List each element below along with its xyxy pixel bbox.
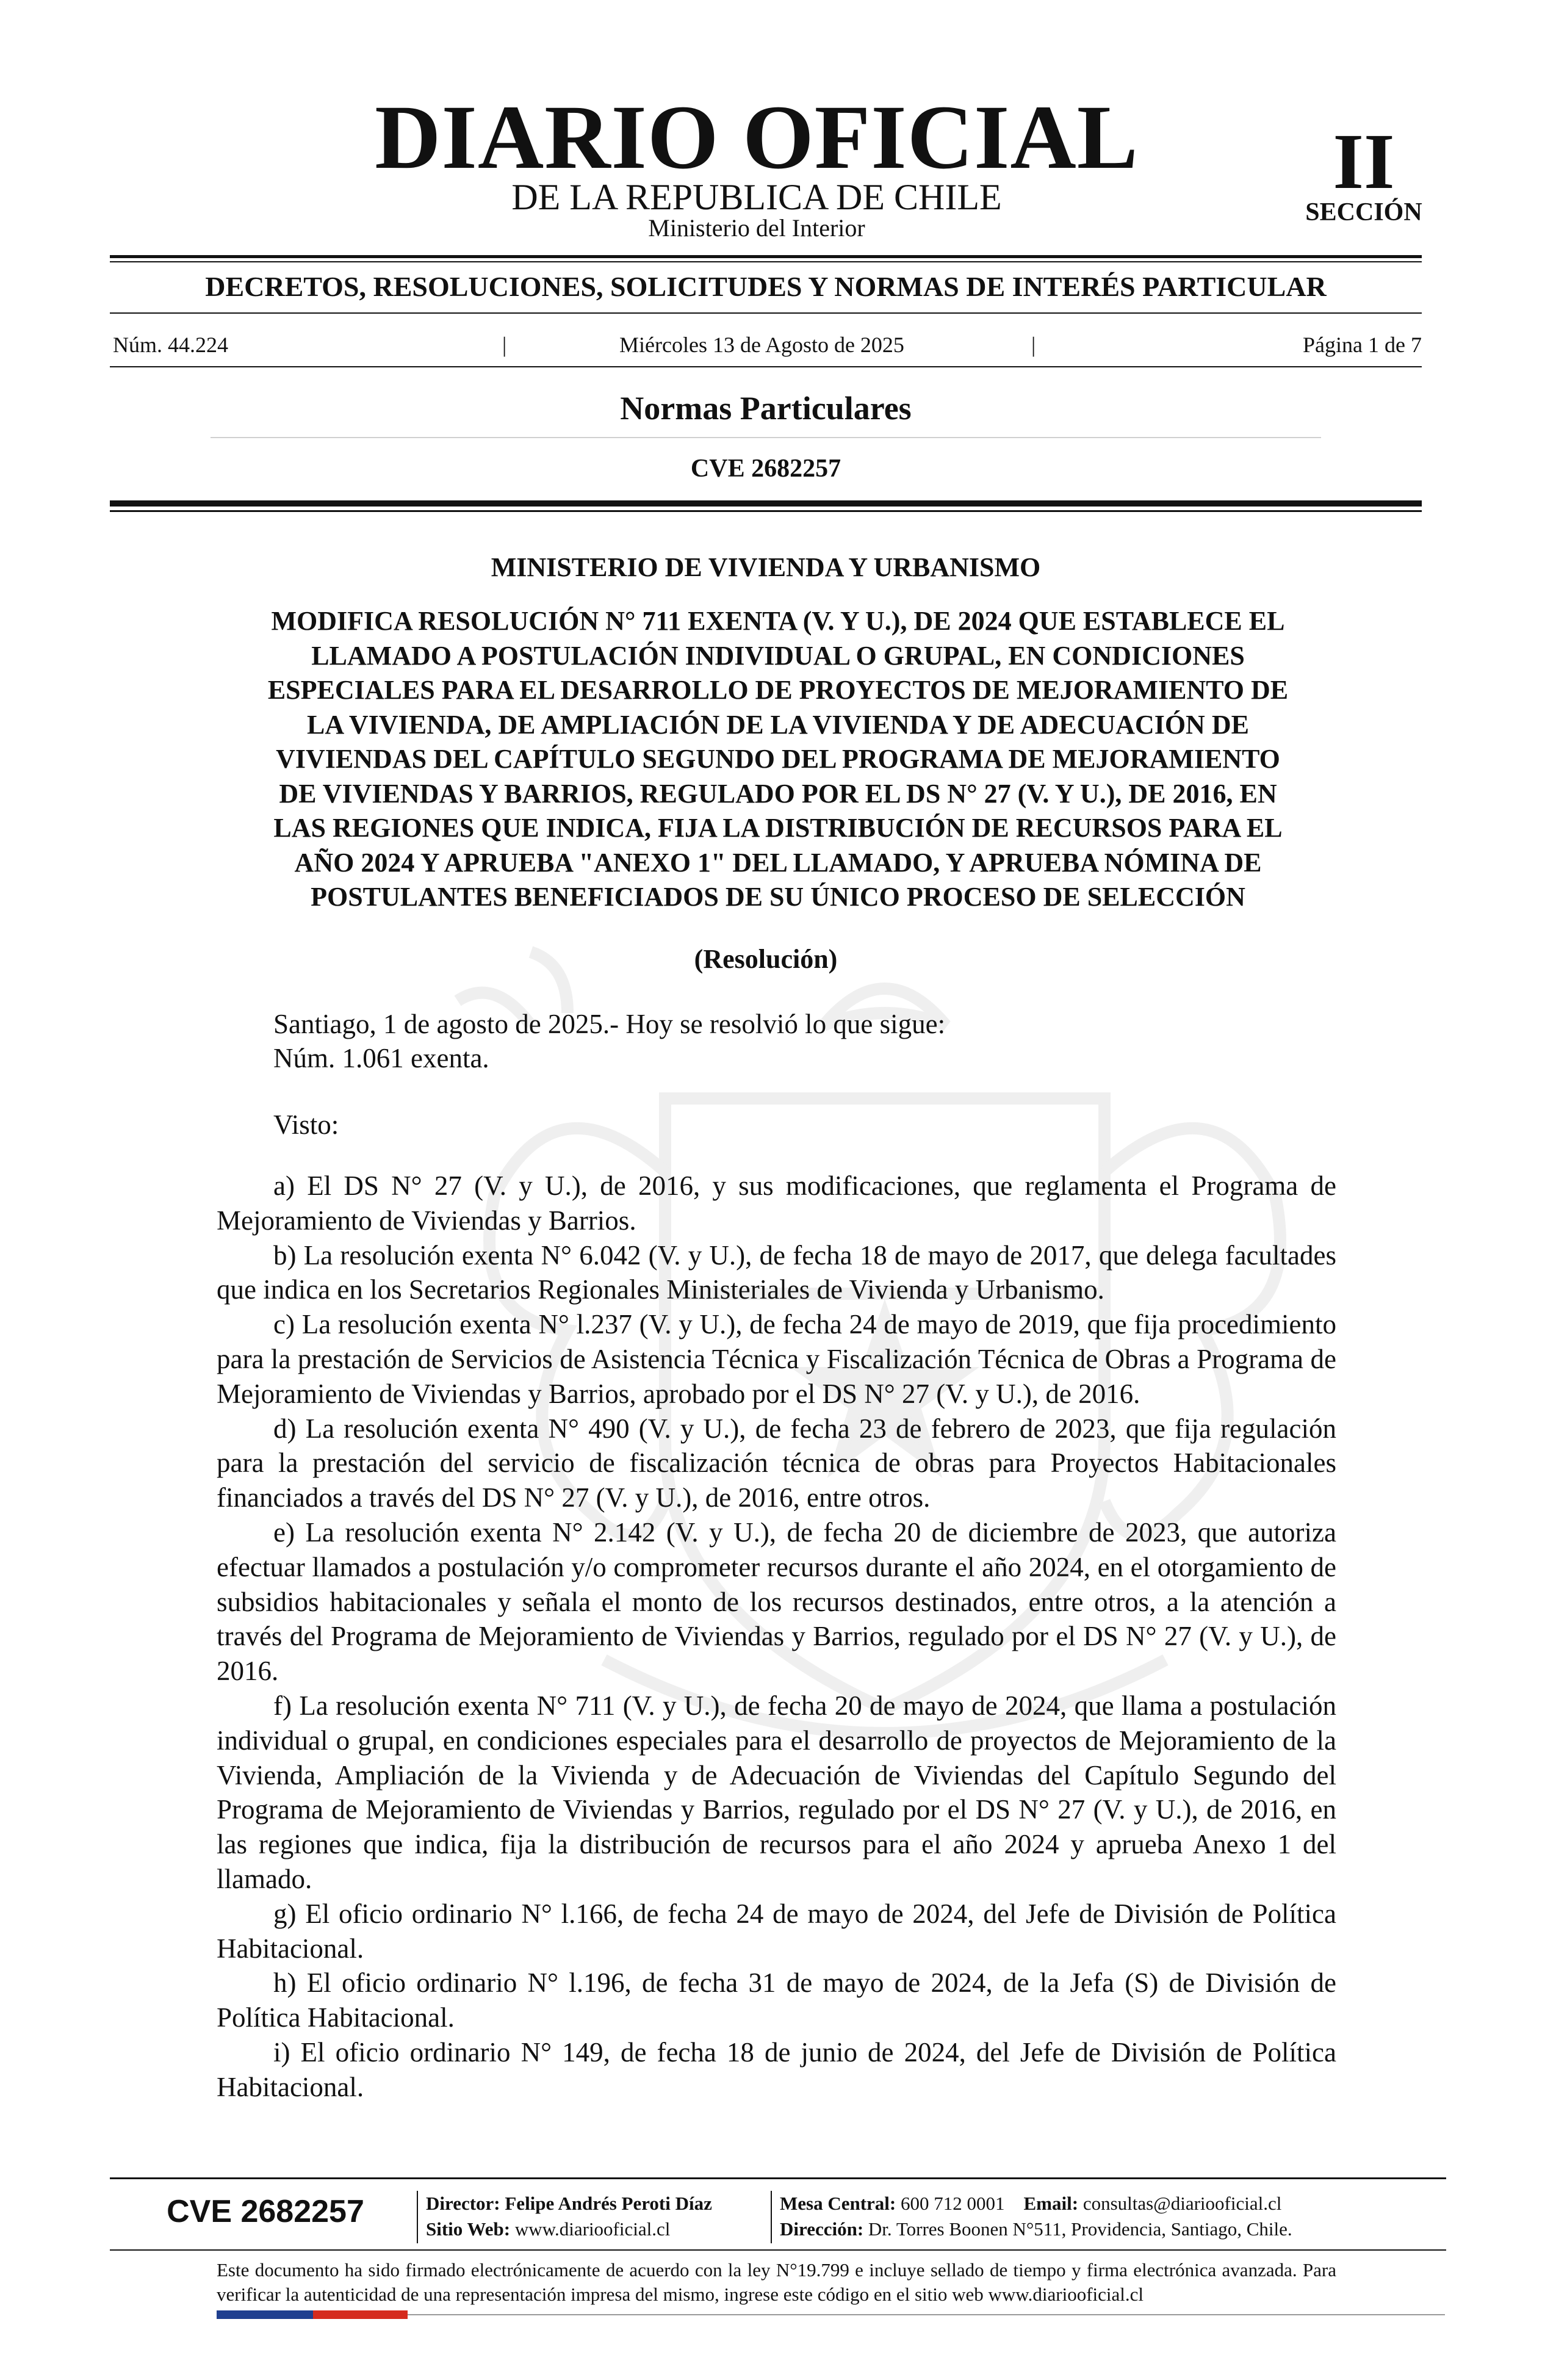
resolution-label: (Resolución): [694, 944, 838, 974]
resolution-title-line: MODIFICA RESOLUCIÓN N° 711 EXENTA (V. Y U.), DE 2024 QUE ESTABLECE EL: [271, 606, 1285, 636]
signature-notice: Este documento ha sido firmado electrónicamente de acuerdo con la ley N°19.799 e incluye sellado de tiempo y firma electrónica avanzada. Para verificar la autenticidad de una representación impresa del mismo, ingrese este código en el sitio web www.diariooficial.cl: [217, 2259, 1336, 2305]
section-numeral: II: [1333, 118, 1395, 206]
page-indicator: Página 1 de 7: [1303, 333, 1422, 357]
issue-number: Núm. 44.224: [113, 333, 228, 357]
footer-contact-block: [780, 2191, 1292, 2242]
masthead-ministry: Ministerio del Interior: [648, 214, 865, 242]
footer-phone: 600 712 0001: [901, 2193, 1005, 2214]
section-label: SECCIÓN: [1305, 198, 1422, 226]
issue-meta-row: [113, 330, 1422, 360]
issue-date: Miércoles 13 de Agosto de 2025: [619, 333, 904, 357]
meta-rule: [110, 366, 1422, 367]
section-title: Normas Particulares: [620, 390, 912, 427]
visto-heading: Visto:: [273, 1109, 339, 1140]
visto-item: e) La resolución exenta N° 2.142 (V. y U.), de fecha 20 de diciembre de 2023, que autoriza efectuar llamados a postulación y/o comprometer recursos durante el año 2024, en el otorgamiento de subsidios habitacionales y señala el monto de los recursos destinados, entre otros, a la atención a través del Programa de Mejoramiento de Viviendas y Barrios, regulado por el DS N° 27 (V. y U.), de 2016.: [217, 1516, 1336, 1687]
header-thin-rule: [110, 510, 1422, 512]
visto-item: g) El oficio ordinario N° l.166, de fecha 24 de mayo de 2024, del Jefe de División de Política Habitacional.: [217, 1898, 1336, 1964]
meta-separator: |: [1031, 333, 1036, 357]
footer-director: [426, 2191, 712, 2216]
footer-director-name: Felipe Andrés Peroti Díaz: [505, 2193, 712, 2214]
visto-item: f) La resolución exenta N° 711 (V. y U.), de fecha 20 de mayo de 2024, que llama a postulación individual o grupal, en condiciones especiales para el desarrollo de proyectos de Mejoramiento de la Vivienda, Ampliación de la Vivienda y de Adecuación de Viviendas del Capítulo Segundo del Programa de Mejoramiento de Viviendas y Barrios, regulado por el DS N° 27 (V. y U.), de 2016, en las regiones que indica, fija la distribución de recursos para el año 2024 y aprueba Anexo 1 del llamado.: [217, 1690, 1336, 1894]
category-banner: DECRETOS, RESOLUCIONES, SOLICITUDES Y NORMAS DE INTERÉS PARTICULAR: [205, 271, 1327, 302]
masthead-rule: [110, 255, 1422, 258]
resolution-title-line: LLAMADO A POSTULACIÓN INDIVIDUAL O GRUPAL, EN CONDICIONES: [311, 640, 1245, 671]
footer-director-label: Director:: [426, 2193, 500, 2214]
footer-website: [426, 2216, 712, 2242]
flag-rule: [408, 2314, 1445, 2315]
resolution-title-line: ESPECIALES PARA EL DESARROLLO DE PROYECTOS DE MEJORAMIENTO DE: [267, 675, 1289, 705]
footer-phone-label: Mesa Central:: [780, 2193, 896, 2214]
footer-separator: [771, 2191, 772, 2243]
cve-code: CVE 2682257: [690, 455, 841, 483]
resolution-title-line: AÑO 2024 Y APRUEBA "ANEXO 1" DEL LLAMADO, Y APRUEBA NÓMINA DE: [294, 847, 1262, 878]
footer-address-label: Dirección:: [780, 2218, 864, 2240]
issuing-ministry: MINISTERIO DE VIVIENDA Y URBANISMO: [491, 552, 1041, 582]
visto-item: b) La resolución exenta N° 6.042 (V. y U.), de fecha 18 de mayo de 2017, que delega facultades que indica en los Secretarios Regionales Ministeriales de Vivienda y Urbanismo.: [217, 1239, 1336, 1305]
masthead-title: DIARIO OFICIAL: [375, 87, 1139, 188]
footer-email[interactable]: consultas@diariooficial.cl: [1082, 2193, 1282, 2214]
resolution-title-line: LA VIVIENDA, DE AMPLIACIÓN DE LA VIVIENDA Y DE ADECUACIÓN DE: [307, 709, 1249, 740]
visto-item: d) La resolución exenta N° 490 (V. y U.), de fecha 23 de febrero de 2023, que fija regulación para la prestación del servicio de fiscalización técnica de obras para Proyectos Habitacionales financiados a través del DS N° 27 (V. y U.), de 2016, entre otros.: [217, 1413, 1336, 1513]
masthead-subtitle: DE LA REPUBLICA DE CHILE: [511, 177, 1002, 217]
footer-web-label: Sitio Web:: [426, 2218, 511, 2240]
flag-stripe-blue: [217, 2310, 313, 2319]
footer-separator: [417, 2191, 418, 2243]
masthead-rule-secondary: [110, 261, 1422, 262]
resolution-title-line: LAS REGIONES QUE INDICA, FIJA LA DISTRIBUCIÓN DE RECURSOS PARA EL: [273, 813, 1283, 843]
resolution-title-line: VIVIENDAS DEL CAPÍTULO SEGUNDO DEL PROGRAMA DE MEJORAMIENTO: [276, 744, 1280, 774]
meta-separator: |: [502, 333, 507, 357]
resolution-title: [207, 604, 1349, 915]
footer-cve-code: CVE 2682257: [167, 2194, 364, 2229]
resolution-number: Núm. 1.061 exenta.: [273, 1043, 489, 1073]
visto-list: [217, 1169, 1336, 2105]
footer-web-link[interactable]: www.diariooficial.cl: [514, 2218, 671, 2240]
header-thick-rule: [110, 500, 1422, 507]
footer-director-block: [426, 2191, 712, 2242]
footer-contact-line: [780, 2191, 1292, 2216]
section-divider: [211, 437, 1321, 438]
footer-address-line: [780, 2216, 1292, 2242]
visto-item: a) El DS N° 27 (V. y U.), de 2016, y sus modificaciones, que reglamenta el Programa de Mejoramiento de Viviendas y Barrios.: [217, 1170, 1336, 1236]
visto-item: i) El oficio ordinario N° 149, de fecha 18 de junio de 2024, del Jefe de División de Política Habitacional.: [217, 2036, 1336, 2102]
banner-rule: [110, 312, 1422, 314]
flag-stripe-red: [313, 2310, 408, 2319]
resolution-title-line: POSTULANTES BENEFICIADOS DE SU ÚNICO PROCESO DE SELECCIÓN: [311, 882, 1245, 912]
place-date-line: Santiago, 1 de agosto de 2025.- Hoy se resolvió lo que sigue:: [273, 1009, 946, 1039]
visto-item: c) La resolución exenta N° l.237 (V. y U.), de fecha 24 de mayo de 2019, que fija procedimiento para la prestación de Servicios de Asistencia Técnica y Fiscalización Técnica de Obras a Programa de Mejoramiento de Viviendas y Barrios, aprobado por el DS N° 27 (V. y U.), de 2016.: [217, 1309, 1336, 1409]
footer-email-label: Email:: [1023, 2193, 1079, 2214]
visto-item: h) El oficio ordinario N° l.196, de fecha 31 de mayo de 2024, de la Jefa (S) de División de Política Habitacional.: [217, 1967, 1336, 2033]
footer-rule-secondary: [110, 2249, 1446, 2251]
footer-address: Dr. Torres Boonen N°511, Providencia, Santiago, Chile.: [868, 2218, 1292, 2240]
resolution-title-line: DE VIVIENDAS Y BARRIOS, REGULADO POR EL DS N° 27 (V. Y U.), DE 2016, EN: [279, 778, 1277, 809]
footer-rule: [110, 2177, 1446, 2179]
